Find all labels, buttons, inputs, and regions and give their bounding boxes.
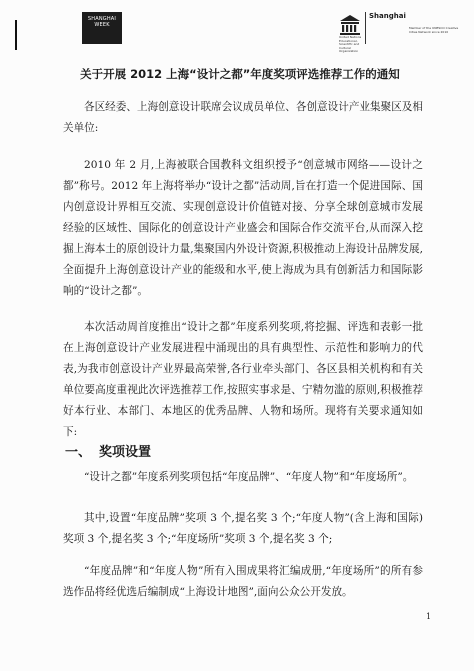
unesco-caption: United Nations Educational, Scientific and Cultural Organization <box>339 35 362 53</box>
scan-edge-mark <box>15 20 17 50</box>
section-1-title: 奖项设置 <box>99 445 152 460</box>
paragraph-2: 本次活动周首度推出“设计之都”年度系列奖项,将挖掘、评选和表彰一批在上海创意设计产业发展进程中涌现出的具有典型性、示范性和影响力的代表,为我市创意设计产业界最高荣誉,各行业牵头部门、各区县相关机构和有关单位要高度重视此次评选推荐工作,按照实事求是、宁精勿滥的原则,积极推荐好本行业、本部门、本地区的优秀品牌、人物和场所。现将有关要求通知如下: <box>63 321 423 438</box>
unesco-network-caption: Member of the UNESCO Creative Cities Network since 2010 <box>409 26 459 34</box>
recipients-line: 各区经委、上海创意设计联席会议成员单位、各创意设计产业集聚区及相关单位: <box>63 101 423 134</box>
shanghai-week-logo: SHANGHAI WEEK <box>82 12 122 44</box>
paragraph-5: “年度品牌”和“年度人物”所有入围成果将汇编成册,“年度场所”的所有参选作品将经优选后编制成“上海设计地图”,面向公众公开发放。 <box>63 565 423 598</box>
paragraph-3: “设计之都”年度系列奖项包括“年度品牌”、“年度人物”和“年度场所”。 <box>84 471 414 483</box>
document-title: 关于开展 2012 上海“设计之都”年度奖项评选推荐工作的通知 <box>80 67 400 81</box>
unesco-temple-icon <box>339 14 361 36</box>
paragraph-4: 其中,设置“年度品牌”奖项 3 个,提名奖 3 个;“年度人物”(含上海和国际)奖项 3 个,提名奖 3 个;“年度场所”奖项 3 个,提名奖 3 个; <box>63 512 423 545</box>
section-1-number: 一、 <box>65 445 92 460</box>
section-1-heading <box>65 441 151 460</box>
page-number: 1 <box>426 612 432 621</box>
unesco-city-name: Shanghai <box>369 12 406 20</box>
unesco-logo-group <box>339 12 467 53</box>
paragraph-1: 2010 年 2 月,上海被联合国教科文组织授予“创意城市网络——设计之都”称号。2012 年上海将举办“设计之都”活动周,旨在打造一个促进国际、国内创意设计界相互交流、实现创意设计价值链对接、分享全球创意城市发展经验的区域性、国际化的创意设计产业盛会和国际合作交流平台,从而深入挖掘上海本土的原创设计力量,集聚国内外设计资源,积极推动上海设计品牌发展,全面提升上海创意设计产业的能级和水平,使上海成为具有创新活力和国际影响的“设计之都”。 <box>63 159 423 297</box>
